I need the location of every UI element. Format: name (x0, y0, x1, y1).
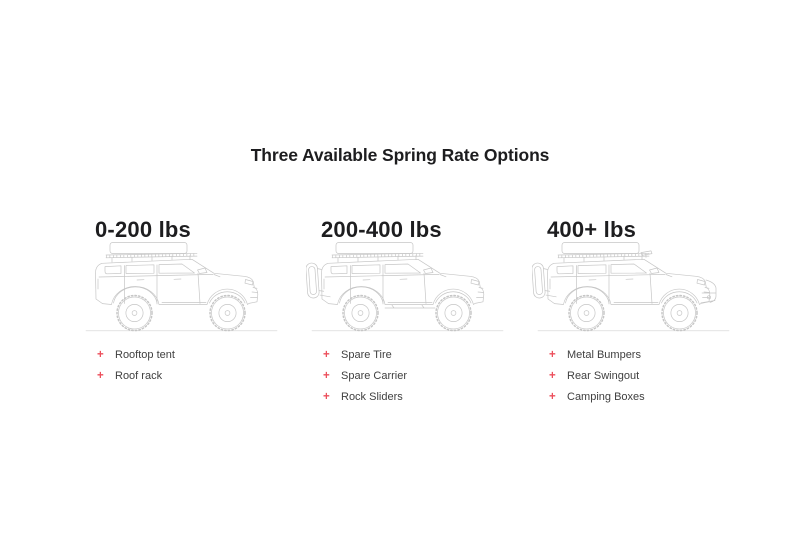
item-label: Spare Carrier (341, 370, 408, 382)
list-item (549, 366, 732, 387)
suv-with-bumpers-swingout-icon (532, 236, 732, 336)
front-wheel-shape (436, 296, 471, 331)
rooftop-tent-shape (336, 243, 413, 254)
weight-range-heading: 0-200 lbs (95, 217, 191, 242)
suv-with-spare-tire-icon (306, 236, 506, 336)
list-item (323, 366, 506, 387)
accessory-list (306, 345, 506, 408)
item-label: Rock Sliders (341, 391, 403, 403)
column-400-plus (532, 218, 732, 408)
spare-tire-shape (306, 262, 330, 298)
front-wheel-shape (210, 296, 245, 331)
column-0-200 (80, 218, 280, 408)
item-label: Rooftop tent (115, 349, 175, 361)
rear-wheel-shape (569, 296, 604, 331)
item-label: Spare Tire (341, 349, 392, 361)
plus-icon: + (549, 391, 556, 403)
plus-icon: + (549, 349, 556, 361)
swingout-spare-tire-shape (532, 262, 556, 298)
roof-rack-shape (106, 253, 197, 262)
plus-icon: + (549, 370, 556, 382)
suv-body-shape (86, 259, 277, 331)
list-item (97, 345, 280, 366)
suv-body-shape (312, 259, 503, 331)
rear-wheel-shape (343, 296, 378, 331)
metal-front-bumper-shape (701, 280, 716, 303)
weight-range-heading: 200-400 lbs (321, 217, 442, 242)
list-item (97, 366, 280, 387)
suv-body-shape (538, 259, 729, 331)
item-label: Rear Swingout (567, 370, 640, 382)
roof-rack-shape (558, 253, 649, 262)
item-label: Metal Bumpers (567, 349, 641, 361)
roof-rack-shape (332, 253, 423, 262)
item-label: Camping Boxes (567, 391, 645, 403)
column-200-400 (306, 218, 506, 408)
rooftop-tent-shape (110, 243, 187, 254)
rear-wheel-shape (117, 296, 152, 331)
item-label: Roof rack (115, 370, 163, 382)
list-item (323, 345, 506, 366)
plus-icon: + (323, 370, 330, 382)
page-title: Three Available Spring Rate Options (250, 144, 550, 165)
spring-rate-columns (80, 218, 732, 408)
rock-sliders-shape (385, 305, 435, 308)
camping-box-shape (562, 243, 639, 254)
plus-icon: + (97, 370, 104, 382)
weight-range-heading: 400+ lbs (547, 217, 637, 242)
list-item (549, 387, 732, 408)
accessory-list (532, 345, 732, 408)
suv-with-rooftop-tent-icon (80, 236, 280, 336)
plus-icon: + (323, 349, 330, 361)
list-item (549, 345, 732, 366)
front-wheel-shape (662, 296, 697, 331)
plus-icon: + (323, 391, 330, 403)
list-item (323, 387, 506, 408)
accessory-list (80, 345, 280, 387)
plus-icon: + (97, 349, 104, 361)
